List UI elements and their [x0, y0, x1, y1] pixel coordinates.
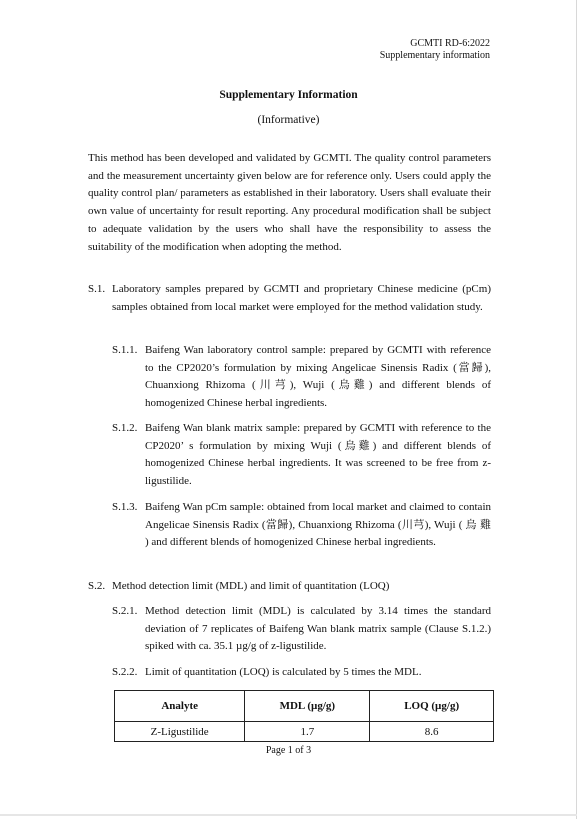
section-number: S.1.1. — [112, 344, 138, 356]
section-number: S.1. — [88, 283, 106, 295]
section-s2-2 — [112, 664, 491, 682]
page-header — [380, 38, 490, 62]
intro-paragraph: This method has been developed and validated by GCMTI. The quality control parameters and the measurement uncertainty given below are for reference only. Users could apply the quality control plan/ parameters as established in their laboratory. Users shall evaluate their own value of uncertainty for result reporting. Any procedural modification shall be subject to adequate validation by the users who shall have the responsibility to assess the suitability of the modification when adopting the method. — [88, 152, 491, 253]
header-analyte: Analyte — [115, 691, 245, 722]
mdl-loq-table — [114, 690, 494, 742]
cell-analyte: Z-Ligustilide — [115, 722, 245, 742]
section-text: Baifeng Wan pCm sample: obtained from local market and claimed to contain Angelicae Sinensis Radix (當歸), Chuanxiong Rhizoma (川芎), Wuji ( 烏 雞 ) and different blends of homogenized Chinese herbal ingredients. — [145, 501, 491, 548]
section-s2-1 — [112, 603, 491, 656]
section-s2 — [88, 578, 491, 596]
doc-subtitle: Supplementary information — [379, 50, 490, 61]
page-subtitle: (Informative) — [257, 114, 320, 126]
section-text: Baifeng Wan laboratory control sample: prepared by GCMTI with reference to the CP2020’s formulation by mixing Angelicae Sinensis Radix (當歸), Chuanxiong Rhizoma (川芎), Wuji (烏雞) and different blends of homogenized Chinese herbal ingredients. — [145, 344, 491, 409]
section-number: S.2.1. — [112, 605, 138, 617]
section-text: Baifeng Wan blank matrix sample: prepared by GCMTI with reference to the CP2020’ s formulation by mixing Wuji (烏雞) and different blends of homogenized Chinese herbal ingredients. It was screened to be free from z-ligustilide. — [145, 422, 491, 487]
section-number: S.1.2. — [112, 422, 138, 434]
section-number: S.2. — [88, 580, 106, 592]
table-row — [115, 722, 494, 742]
section-text: Method detection limit (MDL) and limit of quantitation (LOQ) — [112, 580, 390, 592]
cell-loq: 8.6 — [370, 722, 494, 742]
section-s1-2 — [112, 420, 491, 490]
cell-mdl: 1.7 — [245, 722, 370, 742]
section-text: Limit of quantitation (LOQ) is calculated by 5 times the MDL. — [145, 666, 422, 678]
page-bottom-divider — [0, 814, 577, 816]
section-s1-1 — [112, 342, 491, 412]
section-number: S.1.3. — [112, 501, 138, 513]
section-number: S.2.2. — [112, 666, 138, 678]
section-text: Method detection limit (MDL) is calculated by 3.14 times the standard deviation of 7 replicates of Baifeng Wan blank matrix sample (Clause S.1.2.) spiked with ca. 35.1 µg/g of z-ligustilide. — [145, 605, 491, 652]
header-mdl: MDL (µg/g) — [245, 691, 370, 722]
page-title: Supplementary Information — [219, 89, 358, 101]
section-text: Laboratory samples prepared by GCMTI and proprietary Chinese medicine (pCm) samples obtained from local market were employed for the method validation study. — [112, 283, 491, 313]
header-loq: LOQ (µg/g) — [370, 691, 494, 722]
doc-code: GCMTI RD-6:2022 — [410, 38, 490, 49]
table-header-row — [115, 691, 494, 722]
page-footer: Page 1 of 3 — [265, 745, 312, 756]
section-s1 — [88, 281, 491, 316]
section-s1-3 — [112, 499, 491, 552]
